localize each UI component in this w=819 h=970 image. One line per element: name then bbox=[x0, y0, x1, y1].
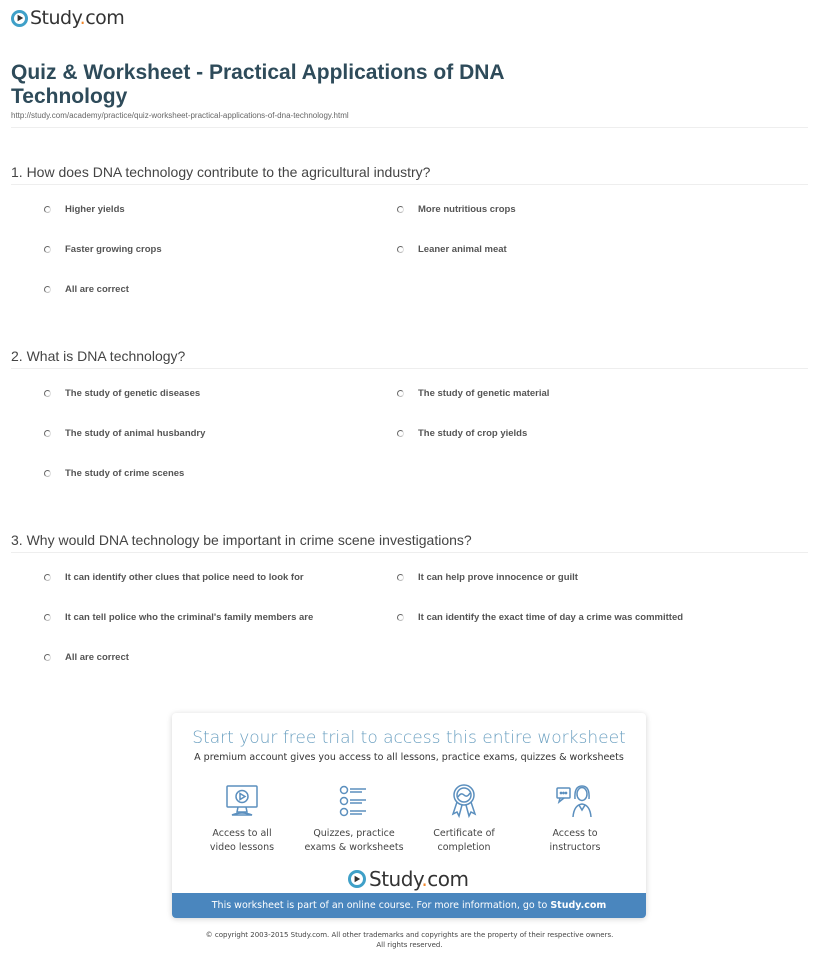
q3-option-c[interactable] bbox=[44, 612, 313, 623]
option-label: The study of genetic diseases bbox=[65, 388, 201, 399]
page-title: Quiz & Worksheet - Practical Applications of DNA Technology bbox=[11, 61, 504, 108]
q2-option-a[interactable] bbox=[44, 388, 200, 399]
radio-button[interactable] bbox=[397, 390, 404, 397]
free-trial-subtitle: A premium account gives you access to all lessons, practice exams, quizzes & worksheets bbox=[194, 752, 624, 763]
q1-option-c[interactable] bbox=[44, 244, 162, 255]
q1-option-e[interactable] bbox=[44, 284, 129, 295]
radio-button[interactable] bbox=[397, 430, 404, 437]
radio-button[interactable] bbox=[397, 206, 404, 213]
option-label: It can help prove innocence or guilt bbox=[418, 572, 578, 583]
radio-button[interactable] bbox=[44, 574, 51, 581]
question-3: 3. Why would DNA technology be important in crime scene investigations? bbox=[11, 532, 472, 548]
radio-button[interactable] bbox=[397, 614, 404, 621]
q2-option-d[interactable] bbox=[397, 428, 527, 439]
free-trial-card bbox=[172, 713, 646, 918]
copyright-line: All rights reserved. bbox=[376, 941, 443, 949]
option-label: It can identify other clues that police need to look for bbox=[65, 572, 304, 583]
radio-button[interactable] bbox=[44, 470, 51, 477]
q1-option-a[interactable] bbox=[44, 204, 125, 215]
option-label: All are correct bbox=[65, 284, 129, 295]
feature-instructors bbox=[525, 781, 625, 855]
radio-button[interactable] bbox=[397, 574, 404, 581]
option-label: The study of crime scenes bbox=[65, 468, 185, 479]
q3-option-d[interactable] bbox=[397, 612, 683, 623]
feature-label: instructors bbox=[549, 842, 601, 853]
question-2: 2. What is DNA technology? bbox=[11, 348, 186, 364]
q3-option-e[interactable] bbox=[44, 652, 129, 663]
feature-certificate bbox=[414, 781, 514, 855]
radio-button[interactable] bbox=[44, 246, 51, 253]
divider bbox=[11, 552, 808, 553]
logo-wordmark: Study.com bbox=[369, 867, 469, 891]
option-label: The study of animal husbandry bbox=[65, 428, 206, 439]
logo-wordmark: Study.com bbox=[30, 7, 125, 29]
q1-option-b[interactable] bbox=[397, 204, 516, 215]
feature-label: completion bbox=[437, 842, 491, 853]
feature-label: Quizzes, practice bbox=[313, 828, 395, 839]
radio-button[interactable] bbox=[397, 246, 404, 253]
free-trial-title[interactable]: Start your free trial to access this entire worksheet bbox=[192, 728, 626, 748]
radio-button[interactable] bbox=[44, 206, 51, 213]
q2-option-e[interactable] bbox=[44, 468, 184, 479]
q3-option-a[interactable] bbox=[44, 572, 304, 583]
feature-video-lessons bbox=[192, 781, 292, 855]
study-link[interactable]: Study.com bbox=[550, 900, 607, 911]
study-logo-footer[interactable] bbox=[348, 867, 468, 891]
option-label: All are correct bbox=[65, 652, 129, 663]
question-1: 1. How does DNA technology contribute to the agricultural industry? bbox=[11, 164, 431, 180]
q2-option-b[interactable] bbox=[397, 388, 549, 399]
q3-option-b[interactable] bbox=[397, 572, 578, 583]
banner-text: This worksheet is part of an online course. For more information, go to bbox=[211, 900, 551, 911]
feature-label: Certificate of bbox=[433, 828, 495, 839]
divider bbox=[11, 127, 808, 128]
option-label: The study of genetic material bbox=[418, 388, 550, 399]
radio-button[interactable] bbox=[44, 430, 51, 437]
radio-button[interactable] bbox=[44, 654, 51, 661]
radio-button[interactable] bbox=[44, 614, 51, 621]
option-label: It can identify the exact time of day a crime was committed bbox=[418, 612, 684, 623]
copyright-notice bbox=[0, 930, 819, 950]
course-info-banner bbox=[172, 893, 646, 918]
play-logo-icon bbox=[348, 870, 366, 888]
feature-label: Access to all bbox=[212, 828, 272, 839]
q1-option-d[interactable] bbox=[397, 244, 507, 255]
play-logo-icon bbox=[11, 10, 28, 27]
page-url: http://study.com/academy/practice/quiz-worksheet-practical-applications-of-dna-technology.html bbox=[11, 111, 349, 120]
divider bbox=[11, 184, 808, 185]
feature-quizzes bbox=[304, 781, 404, 855]
video-lesson-icon bbox=[192, 781, 292, 821]
radio-button[interactable] bbox=[44, 390, 51, 397]
option-label: Leaner animal meat bbox=[418, 244, 507, 255]
divider bbox=[11, 368, 808, 369]
radio-button[interactable] bbox=[44, 286, 51, 293]
q2-option-c[interactable] bbox=[44, 428, 205, 439]
copyright-line: © copyright 2003-2015 Study.com. All other trademarks and copyrights are the property of their respective owners. bbox=[205, 931, 614, 939]
quiz-list-icon bbox=[304, 781, 404, 821]
feature-label: Access to bbox=[552, 828, 598, 839]
option-label: Higher yields bbox=[65, 204, 125, 215]
feature-label: video lessons bbox=[209, 842, 275, 853]
study-logo[interactable] bbox=[11, 7, 124, 29]
certificate-icon bbox=[414, 781, 514, 821]
option-label: It can tell police who the criminal's family members are bbox=[65, 612, 314, 623]
feature-label: exams & worksheets bbox=[304, 842, 404, 853]
option-label: Faster growing crops bbox=[65, 244, 162, 255]
option-label: More nutritious crops bbox=[418, 204, 516, 215]
instructor-icon bbox=[525, 781, 625, 821]
option-label: The study of crop yields bbox=[418, 428, 528, 439]
